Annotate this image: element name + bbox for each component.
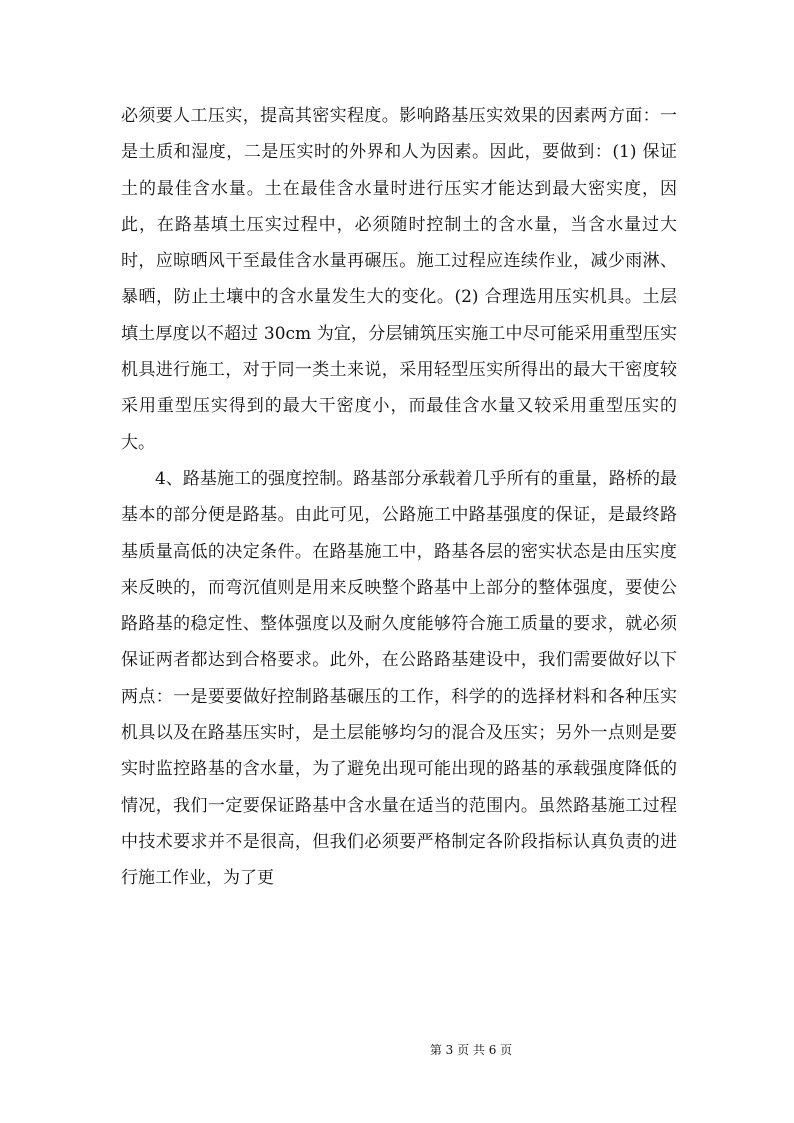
paragraph-strength-control: 4、路基施工的强度控制。路基部分承载着几乎所有的重量，路桥的最基本的部分便是路基。由此可见，公路施工中路基强度的保证，是最终路基质量高低的决定条件。在路基施工中，路基各层的密实状态是由压实度来反映的，而弯沉值则是用来反映整个路基中上部分的整体强度，要使公路路基的稳定性、整体强度以及耐久度能够符合施工质量的要求，就必须保证两者都达到合格要求。此外，在公路路基建设中，我们需要做好以下两点：一是要要做好控制路基碾压的工作，科学的的选择材料和各种压实机具以及在路基压实时，是土层能够均匀的混合及压实；另外一点则是要实时监控路基的含水量，为了避免出现可能出现的路基的承载强度降低的情况，我们一定要保证路基中含水量在适当的范围内。虽然路基施工过程中技术要求并不是很高，但我们必须要严格制定各阶段指标认真负责的进行施工作业，为了更 [121, 468, 677, 889]
paragraph-compaction-factors: 必须要人工压实，提高其密实程度。影响路基压实效果的因素两方面：一是土质和湿度，二是压实时的外界和人为因素。因此，要做到：(1) 保证土的最佳含水量。土在最佳含水量时进行压实才能达到最大密实度，因此，在路基填土压实过程中，必须随时控制土的含水量，当含水量过大时，应晾晒风干至最佳含水量再碾压。施工过程应连续作业，减少雨淋、暴晒，防止土壤中的含水量发生大的变化。(2) 合理选用压实机具。土层填土厚度以不超过 30cm 为宜，分层铺筑压实施工中尽可能采用重型压实机具进行施工，对于同一类土来说，采用轻型压实所得出的最大干密度较采用重型压实得到的最大干密度小，而最佳含水量又较采用重型压实的大。 [121, 106, 677, 453]
page-number-footer: 第 3 页 共 6 页 [429, 1043, 513, 1057]
document-body [121, 98, 677, 897]
